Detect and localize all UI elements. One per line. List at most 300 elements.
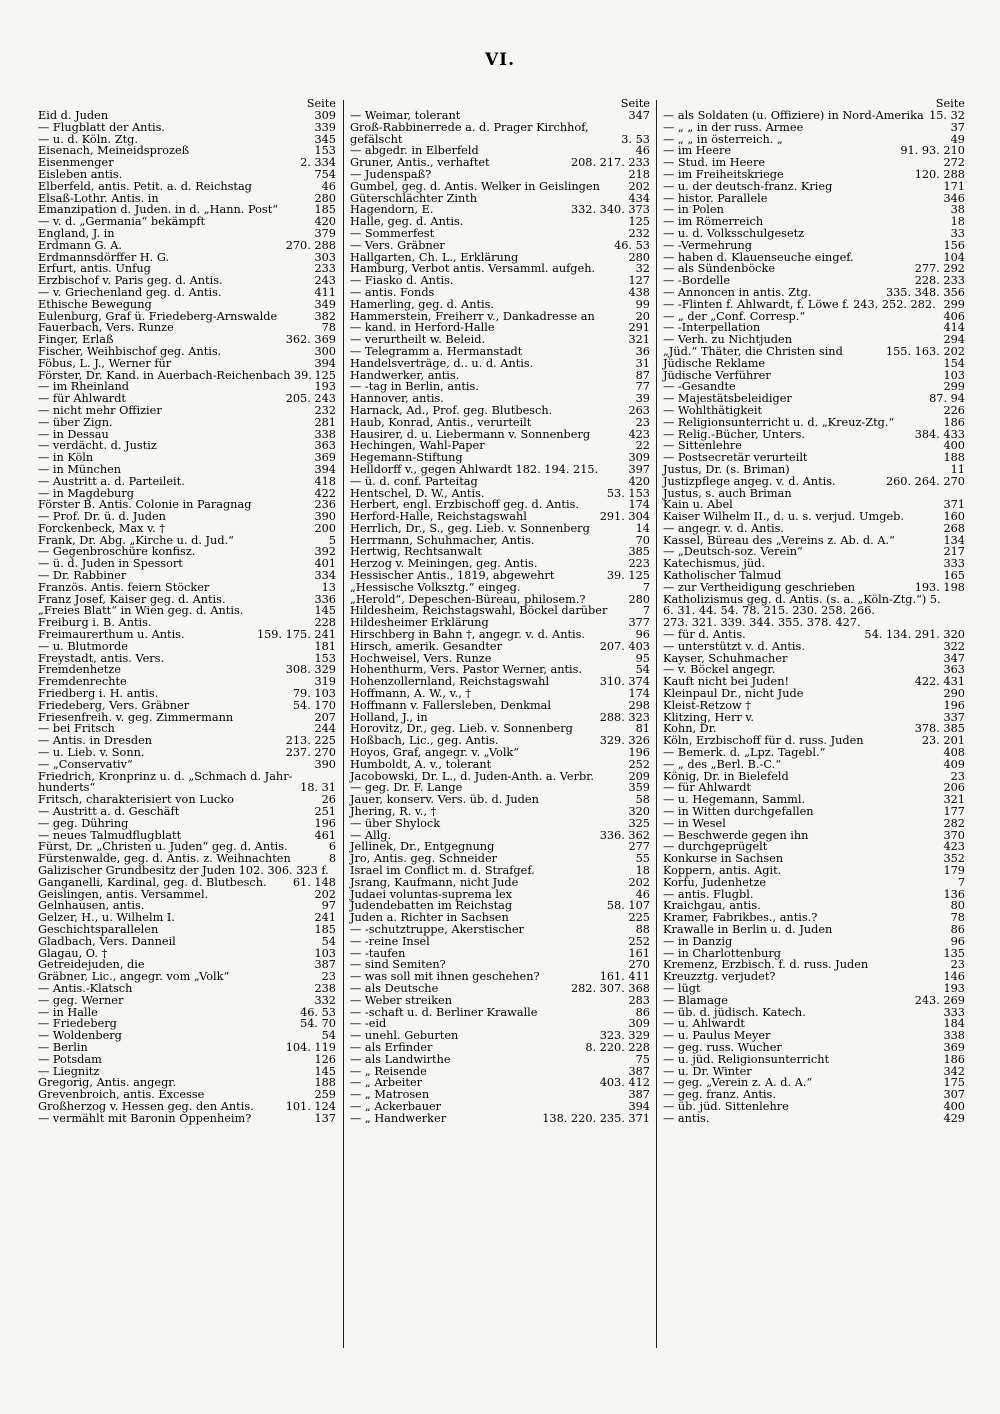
index-entry	[350, 936, 650, 948]
entry-pages: 87. 94	[926, 393, 965, 405]
entry-term: — Austritt a. d. Geschäft	[38, 805, 180, 819]
entry-term: Finger, Erlaß	[38, 333, 114, 347]
entry-pages: 371	[940, 499, 965, 511]
entry-pages: 101. 124	[283, 1101, 336, 1113]
entry-term: Freystadt, antis. Vers.	[38, 651, 165, 665]
entry-pages: 400	[940, 1101, 965, 1113]
entry-term: Herrmann, Schuhmacher, Antis.	[350, 533, 535, 547]
entry-pages: 225	[625, 912, 650, 924]
index-entry	[663, 924, 965, 936]
entry-term: — „ Handwerker	[350, 1111, 447, 1125]
entry-term: — -Gesandte	[663, 380, 736, 394]
entry-pages: 136	[940, 889, 965, 901]
entry-pages: 36	[633, 346, 650, 358]
entry-term: Kayser, Schuhmacher	[663, 651, 788, 665]
entry-pages: 185	[311, 924, 336, 936]
entry-pages: 79. 103	[290, 688, 336, 700]
entry-term: Hamerling, geg. d. Antis.	[350, 297, 495, 311]
entry-pages: 236	[311, 499, 336, 511]
entry-pages: 61. 148	[290, 877, 336, 889]
entry-term: Hoßbach, Lic., geg. Antis.	[350, 734, 499, 748]
entry-term: Ethische Bewegung	[38, 297, 152, 311]
entry-term: Hirsch, amerik. Gesandter	[350, 639, 502, 653]
entry-pages: 96	[633, 629, 650, 641]
index-entry	[38, 924, 336, 936]
entry-pages: 394	[311, 464, 336, 476]
entry-term: — unehl. Geburten	[350, 1029, 459, 1043]
entry-pages: 461	[311, 830, 336, 842]
index-entry	[663, 122, 965, 134]
entry-term: Hagendorn, E.	[350, 203, 434, 217]
entry-pages: 384. 433	[912, 429, 965, 441]
entry-pages: 174	[625, 688, 650, 700]
entry-term: Fauerbach, Vers. Runze	[38, 321, 174, 335]
entry-pages: 411	[311, 287, 336, 299]
entry-term: Gruner, Antis., verhaftet	[350, 156, 490, 170]
entry-pages: 7	[640, 605, 650, 617]
entry-term: 273. 321. 339. 344. 355. 378. 427.	[663, 616, 861, 630]
entry-pages: 177	[940, 806, 965, 818]
index-entry	[38, 1101, 336, 1113]
index-entry	[38, 523, 336, 535]
entry-term: — ü. d. conf. Parteitag	[350, 474, 478, 488]
entry-pages: 31	[633, 358, 650, 370]
entry-pages: 154	[940, 358, 965, 370]
entry-term: — zur Vertheidigung geschrieben	[663, 580, 856, 594]
entry-term: — Liegnitz	[38, 1064, 100, 1078]
entry-term: — Weber streiken	[350, 993, 453, 1007]
entry-pages: 54	[633, 664, 650, 676]
entry-term: — histor. Parallele	[663, 191, 768, 205]
entry-term: — in Köln	[38, 451, 94, 465]
entry-term: — u. Blutmorde	[38, 639, 128, 653]
entry-term: — „ „ in österreich. „	[663, 132, 783, 146]
entry-pages: 18	[948, 216, 965, 228]
entry-term: — in Danzig	[663, 934, 733, 948]
entry-pages: 232	[625, 228, 650, 240]
index-entry	[38, 995, 336, 1007]
entry-term: — -Flinten f. Ahlwardt, f. Löwe f. 243. 252. 282.	[663, 297, 936, 311]
entry-pages: 175	[940, 1077, 965, 1089]
entry-term: — antis.	[663, 1111, 710, 1125]
entry-pages: 280	[625, 252, 650, 264]
entry-term: — Sommerfest	[350, 226, 435, 240]
entry-term: Justus, s. auch Briman	[663, 486, 792, 500]
entry-term: Humboldt, A. v., tolerant	[350, 757, 492, 771]
entry-term: — geg. franz. Antis.	[663, 1088, 776, 1102]
index-entry	[350, 877, 650, 889]
entry-term: Ganganelli, Kardinal, geg. d. Blutbesch.	[38, 875, 267, 889]
entry-pages: 232	[311, 405, 336, 417]
entry-pages: 363	[311, 440, 336, 452]
entry-pages: 320	[625, 806, 650, 818]
entry-term: Eisenmenger	[38, 156, 114, 170]
entry-term: — bei Fritsch	[38, 722, 115, 736]
entry-pages: 325	[625, 818, 650, 830]
entry-term: Harnack, Ad., Prof. geg. Blutbesch.	[350, 403, 553, 417]
entry-term: — Woldenberg	[38, 1029, 122, 1043]
entry-pages: 193. 198	[912, 582, 965, 594]
entry-pages: 6	[326, 841, 336, 853]
entry-term: — Religionsunterricht u. d. „Kreuz-Ztg.“	[663, 415, 895, 429]
index-entry	[38, 405, 336, 417]
index-entry	[38, 358, 336, 370]
entry-term: — v. d. „Germania“ bekämpft	[38, 215, 206, 229]
entry-term: Frank, Dr. Abg. „Kirche u. d. Jud.“	[38, 533, 234, 547]
entry-pages: 359	[625, 782, 650, 794]
index-entry	[663, 181, 965, 193]
entry-pages: 281	[311, 417, 336, 429]
entry-term: Elberfeld, antis. Petit. a. d. Reichstag	[38, 179, 252, 193]
index-entry	[663, 287, 965, 299]
page-number: VI.	[484, 50, 516, 70]
entry-pages: 400	[940, 440, 965, 452]
entry-pages: 46	[319, 181, 336, 193]
index-entry	[350, 759, 650, 771]
entry-term: — als Erfinder	[350, 1040, 433, 1054]
index-entry	[350, 582, 650, 594]
entry-pages: 346	[940, 193, 965, 205]
entry-term: — -Interpellation	[663, 321, 761, 335]
entry-pages: 217	[940, 546, 965, 558]
entry-term: Fremdenhetze	[38, 663, 121, 677]
entry-pages: 196	[940, 700, 965, 712]
entry-term: Franz Josef, Kaiser geg. d. Antis.	[38, 592, 226, 606]
entry-term: Holland, J., in	[350, 710, 428, 724]
entry-term: — haben d. Klauenseuche eingef.	[663, 250, 854, 264]
entry-term: — geg. russ. Wucher	[663, 1040, 782, 1054]
entry-pages: 259	[311, 1089, 336, 1101]
entry-term: Jro, Antis. geg. Schneider	[350, 852, 498, 866]
entry-term: — als Soldaten (u. Offiziere) in Nord-Amerika	[663, 109, 924, 122]
entry-term: — als Landwirthe	[350, 1052, 451, 1066]
entry-term: „Jüd.“ Thäter, die Christen sind	[663, 344, 843, 358]
index-column-1	[38, 98, 336, 1125]
entry-pages: 299	[940, 299, 965, 311]
entry-term: — in Charlottenburg	[663, 946, 782, 960]
entry-term: — u. d. Köln. Ztg.	[38, 132, 138, 146]
index-entry	[350, 1042, 650, 1054]
index-entry	[38, 417, 336, 429]
entry-term: Großherzog v. Hessen geg. den Antis.	[38, 1099, 254, 1113]
entry-term: Korfu, Judenhetze	[663, 875, 767, 889]
entry-term: — im Rheinland	[38, 380, 130, 394]
entry-pages: 270. 288	[283, 240, 336, 252]
entry-pages: 303	[311, 252, 336, 264]
index-entry	[350, 169, 650, 181]
entry-term: — üb. jüd. Sittenlehre	[663, 1099, 789, 1113]
entry-term: Geislingen, antis. Versammel.	[38, 887, 209, 901]
entry-term: gefälscht	[350, 132, 403, 146]
entry-pages: 205. 243	[283, 393, 336, 405]
entry-pages: 26	[319, 794, 336, 806]
entry-term: hunderts“	[38, 781, 96, 795]
entry-pages: 369	[311, 452, 336, 464]
entry-term: Fritsch, charakterisiert von Lucko	[38, 793, 234, 807]
entry-term: Horovitz, Dr., geg. Lieb. v. Sonnenberg	[350, 722, 573, 736]
entry-term: — in Wesel	[663, 816, 726, 830]
index-entry	[350, 1101, 650, 1113]
entry-term: 6. 31. 44. 54. 78. 215. 230. 258. 266.	[663, 604, 875, 618]
entry-pages: 336	[311, 594, 336, 606]
entry-pages: 103	[311, 948, 336, 960]
entry-pages: 202	[625, 181, 650, 193]
entry-pages: 104. 119	[283, 1042, 336, 1054]
entry-pages: 2. 334	[297, 157, 336, 169]
entry-term: — Potsdam	[38, 1052, 102, 1066]
index-entry	[350, 287, 650, 299]
entry-pages: 171	[940, 181, 965, 193]
entry-pages: 226	[940, 405, 965, 417]
entry-term: „Herold“, Depeschen-Büreau, philosem.?	[350, 592, 586, 606]
entry-pages: 58	[633, 794, 650, 806]
entry-term: — Austritt a. d. Parteileit.	[38, 474, 185, 488]
entry-term: — für Ahlwardt	[38, 392, 126, 406]
entry-term: Gregorig, Antis. angegr.	[38, 1076, 177, 1090]
entry-pages: 333	[940, 558, 965, 570]
entry-pages: 418	[311, 476, 336, 488]
entry-term: — u. Ahlwardt	[663, 1017, 745, 1031]
entry-term: Erdmannsdörffer H. G.	[38, 250, 170, 264]
index-entry	[350, 181, 650, 193]
entry-term: — antis. Flugbl.	[663, 887, 754, 901]
entry-pages: 434	[625, 193, 650, 205]
index-entry	[38, 877, 336, 889]
index-entry	[350, 700, 650, 712]
entry-term: — abgedr. in Elberfeld	[350, 144, 479, 158]
entry-pages: 277. 292	[912, 263, 965, 275]
entry-pages: 369	[940, 1042, 965, 1054]
entry-pages: 387	[625, 1066, 650, 1078]
entry-pages: 188	[311, 1077, 336, 1089]
index-entry	[350, 818, 650, 830]
entry-pages: 385	[625, 546, 650, 558]
entry-term: — v. Böckel angegr.	[663, 663, 776, 677]
index-entries	[38, 110, 336, 1125]
index-entry	[350, 405, 650, 417]
index-entry	[663, 476, 965, 488]
entry-term: England, J. in	[38, 226, 115, 240]
entry-pages: 342	[940, 1066, 965, 1078]
entry-term: Handwerker, antis.	[350, 368, 460, 382]
entry-term: — geg. „Verein z. A. d. A.“	[663, 1076, 813, 1090]
entry-term: — „Conservativ“	[38, 757, 133, 771]
entry-pages: 362. 369	[283, 334, 336, 346]
entry-pages: 277	[625, 841, 650, 853]
entry-pages: 394	[311, 358, 336, 370]
entry-pages: 409	[940, 759, 965, 771]
entry-term: — u. d. Volksschulgesetz	[663, 226, 805, 240]
index-entry	[663, 464, 965, 476]
entry-term: — für Ahlwardt	[663, 781, 751, 795]
index-entry	[350, 523, 650, 535]
entry-pages: 188	[940, 452, 965, 464]
entry-pages: 15. 32	[926, 110, 965, 122]
entry-term: Jsrang, Kaufmann, nicht Jude	[350, 875, 519, 889]
entry-term: — verdächt. d. Justiz	[38, 439, 157, 453]
entry-term: König, Dr. in Bielefeld	[663, 769, 789, 783]
entry-term: Erzbischof v. Paris geg. d. Antis.	[38, 274, 223, 288]
entry-term: Französ. Antis. feiern Stöcker	[38, 580, 210, 594]
entry-term: Fischer, Weihbischof geg. Antis.	[38, 344, 222, 358]
entry-term: Hirschberg in Bahn †, angegr. v. d. Antis.	[350, 628, 586, 642]
entry-pages: 54. 70	[297, 1018, 336, 1030]
entry-term: Friesenfreih. v. geg. Zimmermann	[38, 710, 234, 724]
entry-term: Fremdenrechte	[38, 675, 127, 689]
entry-pages: 334	[311, 570, 336, 582]
entry-term: — Telegramm a. Hermanstadt	[350, 344, 523, 358]
entry-pages: 20	[633, 311, 650, 323]
entry-term: Justus, Dr. (s. Briman)	[663, 462, 790, 476]
entry-term: Groß-Rabbinerrede a. d. Prager Kirchhof,	[350, 120, 589, 134]
entry-pages: 243. 269	[912, 995, 965, 1007]
entry-pages: 238	[311, 983, 336, 995]
entry-term: — -schaft u. d. Berliner Krawalle	[350, 1005, 538, 1019]
entry-term: Fürstenwalde, geg. d. Antis. z. Weihnachten	[38, 852, 291, 866]
entry-pages: 207	[311, 712, 336, 724]
entry-term: Friedeberg, Vers. Gräbner	[38, 698, 190, 712]
index-entry	[38, 1054, 336, 1066]
entry-pages: 309	[625, 1018, 650, 1030]
index-entry	[663, 759, 965, 771]
entry-pages: 54	[319, 936, 336, 948]
entry-pages: 208. 217. 233	[568, 157, 650, 169]
entry-term: Freimaurerthum u. Antis.	[38, 628, 185, 642]
entry-pages: 186	[940, 1054, 965, 1066]
entry-pages: 146	[940, 971, 965, 983]
entry-term: — Antis. in Dresden	[38, 734, 153, 748]
entry-term: Gelnhausen, antis.	[38, 899, 145, 913]
entry-pages: 207. 403	[597, 641, 650, 653]
entry-pages: 290	[940, 688, 965, 700]
entry-pages: 252	[625, 936, 650, 948]
entry-term: Kramer, Fabrikbes., antis.?	[663, 911, 818, 925]
entry-term: Kreuzztg. verjudet?	[663, 970, 776, 984]
entry-term: Herbert, engl. Erzbischoff geg. d. Antis.	[350, 498, 579, 512]
entry-pages: 228. 233	[912, 275, 965, 287]
entry-term: Halle, geg. d. Antis.	[350, 215, 464, 229]
entry-pages: 339	[311, 122, 336, 134]
entry-pages: 352	[940, 853, 965, 865]
entry-pages: 161	[625, 948, 650, 960]
index-entry	[663, 1101, 965, 1113]
entry-pages: 223	[625, 558, 650, 570]
entry-term: — angegr. v. d. Antis.	[663, 521, 784, 535]
entry-pages: 159. 175. 241	[254, 629, 336, 641]
entry-pages: 332	[311, 995, 336, 1007]
entry-pages: 422	[311, 488, 336, 500]
entry-pages: 135	[940, 948, 965, 960]
entry-term: Glagau, O. †	[38, 946, 108, 960]
index-entry	[663, 1113, 965, 1125]
entry-pages: 370	[940, 830, 965, 842]
entry-term: — Prof. Dr. ü. d. Juden	[38, 510, 166, 524]
entry-term: — „Deutsch-soz. Verein“	[663, 545, 803, 559]
entry-pages: 33	[948, 228, 965, 240]
entry-term: Kraichgau, antis.	[663, 899, 761, 913]
entry-term: — Beschwerde gegen ihn	[663, 828, 809, 842]
entry-pages: 181	[311, 641, 336, 653]
entry-term: Hausirer, d. u. Liebermann v. Sonnenberg	[350, 427, 591, 441]
entry-term: — u. der deutsch-franz. Krieg	[663, 179, 833, 193]
entry-term: — u. jüd. Religionsunterricht	[663, 1052, 830, 1066]
index-entry	[350, 240, 650, 252]
entry-term: Jüdische Verführer	[663, 368, 771, 382]
entry-pages: 153	[311, 653, 336, 665]
entry-pages: 251	[311, 806, 336, 818]
entry-pages: 23	[948, 771, 965, 783]
index-entry	[350, 299, 650, 311]
entry-term: Hildesheim, Reichstagswahl, Böckel darüber	[350, 604, 608, 618]
index-entry	[38, 1113, 336, 1125]
index-entry	[350, 983, 650, 995]
entry-term: — geg. Dühring	[38, 816, 129, 830]
entry-pages: 145	[311, 605, 336, 617]
entry-pages: 37	[948, 122, 965, 134]
entry-term: — nicht mehr Offizier	[38, 403, 162, 417]
entry-pages: 202	[311, 889, 336, 901]
entry-pages: 134	[940, 535, 965, 547]
index-entry	[38, 582, 336, 594]
entry-term: — Berlin	[38, 1040, 88, 1054]
index-entry	[350, 122, 650, 134]
entry-pages: 97	[319, 900, 336, 912]
entry-term: — Weimar, tolerant	[350, 109, 461, 122]
index-entry	[38, 169, 336, 181]
entry-pages: 78	[948, 912, 965, 924]
entry-term: — Allg.	[350, 828, 392, 842]
entry-term: Güterschlächter Zinth	[350, 191, 478, 205]
entry-pages: 338	[940, 1030, 965, 1042]
entry-term: Katholizismus geg. d. Antis. (s. a. „Köln-Ztg.“) 5.	[663, 592, 941, 606]
entry-pages: 321	[940, 794, 965, 806]
index-entry	[38, 476, 336, 488]
entry-term: Hamburg, Verbot antis. Versamml. aufgeh.	[350, 262, 596, 276]
entry-pages: 78	[319, 322, 336, 334]
entry-term: — lügt	[663, 981, 701, 995]
entry-pages: 754	[311, 169, 336, 181]
entry-term: — ü. d. Juden in Spessort	[38, 557, 183, 571]
entry-pages: 228	[311, 617, 336, 629]
entry-pages: 379	[311, 228, 336, 240]
index-entry	[38, 641, 336, 653]
entry-term: Haub, Konrad, Antis., verurteilt	[350, 415, 532, 429]
entry-term: — Wohlthätigkeit	[663, 403, 763, 417]
entry-term: Geschichtsparallelen	[38, 922, 159, 936]
entry-pages: 54	[319, 1030, 336, 1042]
entry-term: — Blamage	[663, 993, 728, 1007]
entry-pages: 153	[311, 145, 336, 157]
entry-term: — -tag in Berlin, antis.	[350, 380, 479, 394]
index-entry	[350, 1007, 650, 1019]
entry-pages: 46. 53	[611, 240, 650, 252]
entry-pages: 125	[311, 370, 336, 382]
entry-pages: 280	[625, 594, 650, 606]
entry-pages: 7	[640, 582, 650, 594]
entry-term: Eisenach, Meineidsprozeß	[38, 144, 190, 158]
entry-pages: 233	[311, 263, 336, 275]
entry-term: — durchgeprügelt	[663, 840, 768, 854]
entry-pages: 310. 374	[597, 676, 650, 688]
entry-term: Förster, Dr. Kand. in Auerbach-Reichenbach 39.	[38, 368, 312, 382]
entry-term: — -taufen	[350, 946, 406, 960]
index-entry	[38, 240, 336, 252]
entry-pages: 18. 31	[297, 782, 336, 794]
entry-term: Gladbach, Vers. Danneil	[38, 934, 176, 948]
entry-term: Forckenbeck, Max v. †	[38, 521, 165, 535]
index-entry	[663, 1054, 965, 1066]
entry-term: — Relig.-Bücher, Unters.	[663, 427, 805, 441]
